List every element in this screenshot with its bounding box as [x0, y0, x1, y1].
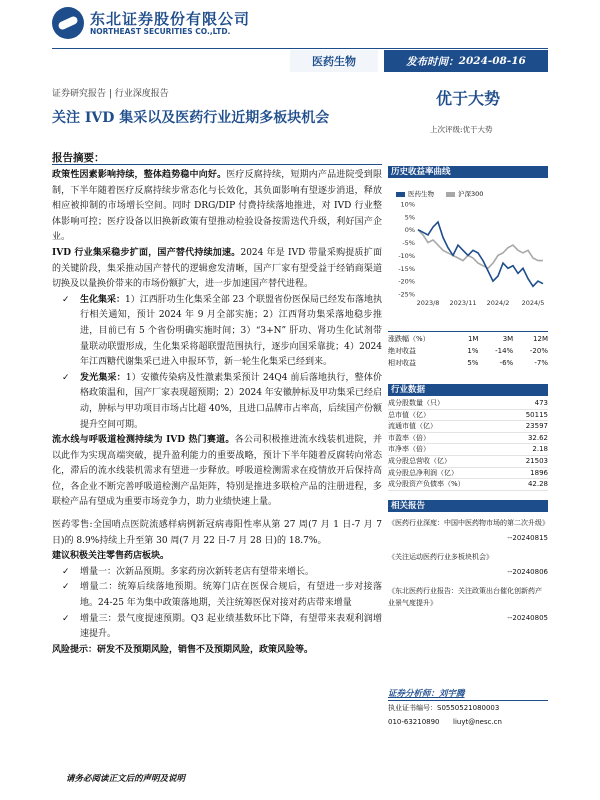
summary-paragraph: IVD 行业集采稳步扩面，国产替代持续加速。2024 年是 IVD 带量采购提质扩面的关键阶段，集采推动国产替代的逻辑愈发清晰，国产厂家有望受益于经销商渠道切换及以量换价带来的市场份额扩大，进一步加速国产替代进程。 [52, 247, 382, 290]
table-header-row: 涨跌幅（%） 1M 3M 12M [388, 335, 548, 343]
series-line [418, 222, 543, 286]
y-tick-label: -25% [398, 290, 415, 299]
analyst-name: 证券分析师：刘宇腾 [388, 689, 465, 699]
y-tick-label: -20% [398, 277, 415, 286]
return-chart [388, 182, 548, 317]
related-reports-title: 相关报告 [388, 500, 548, 512]
y-tick-label: -5% [402, 239, 415, 248]
table-row: 相对收益 5% -6% -7% [388, 359, 548, 367]
y-tick-label: -15% [398, 264, 415, 273]
x-tick-label: 2023/8 [416, 299, 440, 307]
analyst-phone: 010-63210890 [388, 718, 440, 726]
risk-warning: 风险提示：研发不及预期风险，销售不及预期风险，政策风险等。 [52, 645, 314, 655]
check-icon: ✓ [62, 613, 70, 624]
returns-table [388, 333, 548, 369]
publish-date: 发布时间： 2024-08-16 [384, 50, 548, 72]
table-row: 成分股总净利润（亿） 1896 [388, 468, 548, 480]
bullet-biochem: ✓ 生化集采：1）江西肝功生化集采全部 23 个联盟省份医保局已经发布落地执行相关通知，预计 2024 年 9 月全部实施；2）江西肾功集采落地稳步推进，目前已有 5 个省份明确实施时间；3）“3+N” 肝功、肾功生化试剂带量联动联盟形成，生化集采将超联盟范围执行，逐步向国采靠拢；4）2024 年江西糖代谢集采已进入申报环节，新一轮生化集采已经到来。 [62, 294, 382, 368]
y-tick-label: 5% [404, 213, 415, 222]
header-divider [52, 48, 548, 49]
analyst-divider [388, 700, 548, 701]
y-tick-label: 0% [404, 226, 415, 235]
logo-cn-name: 东北证券股份有限公司 [90, 10, 251, 28]
x-tick-label: 2024/5 [521, 299, 545, 307]
summary-paragraph: 医药零售:全国哨点医院流感样病例新冠病毒阳性率从第 27 周(7 月 1 日-7 月 7 日)的 8.9%持续上升至第 30 周(7 月 22 日-7 月 28 日)的 18.7%。 [52, 520, 382, 546]
table-row: 成分股总营收（亿） 21503 [388, 456, 548, 468]
industry-data-title: 行业数据 [388, 384, 548, 396]
bullet-increment: ✓ 增量一：次新品预期。多家药房次新转老店有望带来增长。 [52, 565, 382, 581]
legend-item: 沪深300 [446, 189, 483, 198]
breadcrumb: 证券研究报告 | 行业深度报告 [52, 89, 169, 99]
y-tick-label: -10% [398, 251, 415, 260]
footer-disclaimer: 请务必阅读正文后的声明及说明 [66, 774, 186, 784]
previous-rating: 上次评级:优于大势 [430, 125, 493, 134]
related-report[interactable]: 《关注运动医药行业多板块机会》 --20240806 [388, 553, 548, 576]
industry-data-header [388, 384, 548, 396]
summary-paragraph: 政策性因素影响持续，整体趋势稳中向好。医疗反腐持续，短期内产品进院受到限制，下半年随着医疗反腐持续步常态化与长效化，其负面影响有望逐步消退，释放相应被抑制的市场增长空间。同时 DRG/DIP 付费持续落地推进，对 IVD 行业整体影响可控；医疗设备以旧换新政策有望推动检验设备按需迭代升级，利好国产企业。 [52, 170, 382, 243]
analyst-cert: 执业证书编号：S0550521080003 [388, 704, 500, 712]
related-report[interactable]: 《医药行业深度：中国中医药物市场的第二次升级》 --20240815 [388, 519, 549, 542]
summary-divider [52, 164, 382, 165]
rating: 优于大势 [436, 89, 501, 108]
chart-legend [396, 189, 483, 198]
table-row: 绝对收益 1% -14% -20% [388, 347, 548, 355]
y-tick-label: 10% [400, 200, 415, 209]
x-tick-label: 2023/11 [449, 299, 477, 307]
logo-en-name: NORTHEAST SECURITIES CO.,LTD. [90, 27, 231, 36]
bullet-increment: ✓ 增量三：景气度提速预期。Q3 起业绩基数环比下降，有望带来表观利润增速提升。 [62, 613, 382, 640]
summary-heading: 报告摘要： [52, 152, 105, 164]
related-reports-list [388, 510, 548, 624]
bullet-luminescence: ✓ 发光集采：1）安徽传染病及性激素集采预计 24Q4 前后落地执行，整体价格政策温和，国产厂家表现超预期；2）2024 年安徽肿标及甲功集采已经启动，肿标与甲功项目市场占比超 40%，且进口品牌市占率高，后续国产份额提升空间可期。 [62, 372, 382, 430]
returns-divider [388, 331, 548, 332]
chart-title: 历史收益率曲线 [388, 166, 548, 178]
chart-svg [388, 182, 548, 317]
check-icon: ✓ [62, 294, 70, 305]
logo-icon [52, 7, 84, 39]
check-icon: ✓ [62, 582, 70, 593]
check-icon: ✓ [62, 566, 70, 577]
bullet-increment: ✓ 增量二：统筹后续落地预期。统筹门店在医保合规后，有望进一步对接落地。24-25 年为集中政策落地期，关注统筹医保对接对药店带来增量 [62, 582, 382, 609]
check-icon: ✓ [62, 372, 70, 383]
table-row: 市盈率（倍） 32.62 [388, 433, 548, 445]
report-title: 关注 IVD 集采以及医药行业近期多板块机会 [52, 110, 330, 126]
series-line [418, 230, 543, 269]
table-row: 成分股数量（只） 473 [388, 398, 548, 410]
table-row: 流通市值（亿） 23597 [388, 421, 548, 433]
table-row: 成分股资产负债率（%） 42.28 [388, 479, 548, 491]
analyst-email[interactable]: liuyt@nesc.cn [453, 718, 502, 726]
x-tick-label: 2024/2 [486, 299, 510, 307]
table-row: 总市值（亿） 50115 [388, 410, 548, 422]
industry-data-table [388, 398, 548, 491]
industry-tag: 医药生物 [290, 50, 378, 72]
related-report[interactable]: 《东北医药行业报告：关注政策出台催化创新药产业景气度提升》 --20240805 [388, 587, 548, 622]
table-row: 市净率（倍） 2.18 [388, 444, 548, 456]
summary-paragraph: 流水线与呼吸道检测持续为 IVD 热门赛道。各公司积极推进流水线装机进院，并以此作为实现高端突破，提升盈利能力的重要战略，预计下半年随着反腐转向常态化，滞后的流水线装机需求有望进一步释放。呼吸道检测需求在疫情放开后保持高位，各企业不断完善呼吸道检测产品矩阵，特别是推进多联检产品的注册进程，多联检产品有望成为重要市场竞争力，助力业绩快速上量。 [52, 435, 383, 508]
summary-paragraph: 建议积极关注零售药店板块。 [52, 551, 170, 562]
summary-body [52, 168, 382, 643]
company-logo [52, 7, 282, 39]
legend-item: 医药生物 [396, 189, 434, 198]
chart-section-header [388, 166, 548, 178]
